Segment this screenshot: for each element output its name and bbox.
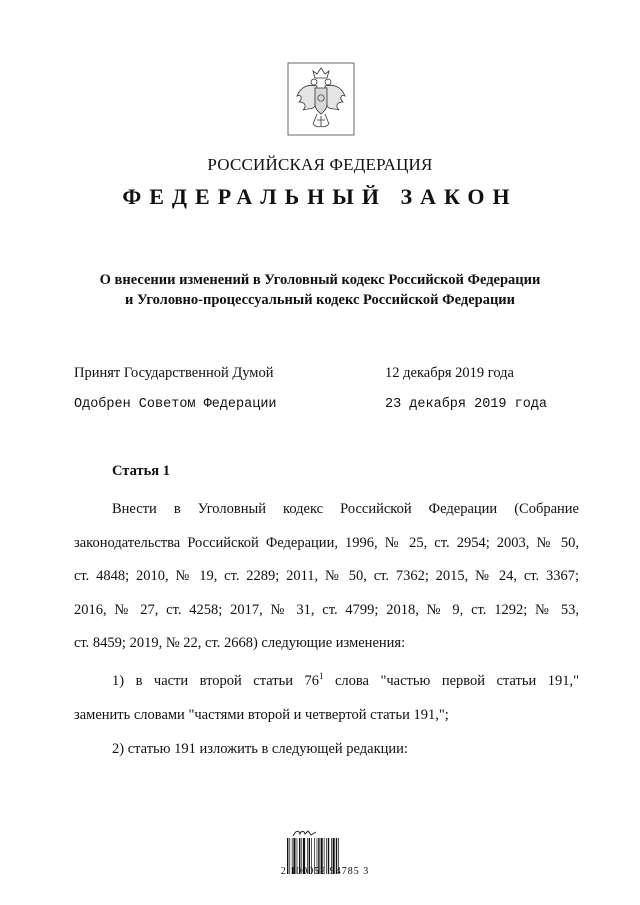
paragraph-1-line: 2016, № 27, ст. 4258; 2017, № 31, ст. 4799; 2018, № 9, ст. 1292; № 53, [74, 601, 579, 618]
paragraph-1-line: Внести в Уголовный кодекс Российской Федерации (Собрание [112, 501, 579, 517]
paragraph-1-line: ст. 8459; 2019, № 22, ст. 2668) следующие изменения: [74, 635, 406, 651]
paragraph-1-line: ст. 4848; 2010, № 19, ст. 2289; 2011, № 50, ст. 7362; 2015, № 24, ст. 3367; [74, 568, 579, 584]
law-title-line-1: О внесении изменений в Уголовный кодекс Российской Федерации [99, 272, 541, 288]
paragraph-2-line-1 [74, 665, 579, 699]
article-paragraph-2 [74, 665, 579, 732]
handwritten-mark-icon [292, 828, 318, 838]
article-paragraph-1 [74, 493, 579, 661]
paragraph-2-text-a: 1) в части второй статьи 76 [112, 673, 319, 689]
paragraph-2-text-b: слова "частью первой статьи 191," [323, 673, 579, 689]
law-title [60, 270, 580, 310]
paragraph-3-line: 2) статью 191 изложить в следующей редакции: [112, 741, 408, 757]
paragraph-2-line-2: заменить словами "частями второй и четвертой статьи 191,"; [74, 706, 449, 723]
paragraph-2-superscript: 1 [318, 671, 324, 681]
article-paragraph-3 [74, 733, 579, 767]
coat-of-arms-icon [287, 62, 355, 136]
approved-date: 23 декабря 2019 года [385, 397, 548, 412]
document-type: ФЕДЕРАЛЬНЫЙ ЗАКОН [122, 184, 518, 209]
adopted-date: 12 декабря 2019 года [385, 365, 514, 381]
approved-label: Одобрен Советом Федерации [74, 397, 277, 412]
barcode-number: 2 100052 94785 3 [280, 866, 370, 877]
country-name: РОССИЙСКАЯ ФЕДЕРАЦИЯ [207, 155, 433, 174]
article-heading: Статья 1 [112, 463, 170, 479]
paragraph-1-line: законодательства Российской Федерации, 1996, № 25, ст. 2954; 2003, № 50, [74, 534, 579, 551]
law-title-line-2: и Уголовно-процессуальный кодекс Российской Федерации [124, 292, 516, 308]
adopted-label: Принят Государственной Думой [74, 365, 274, 381]
